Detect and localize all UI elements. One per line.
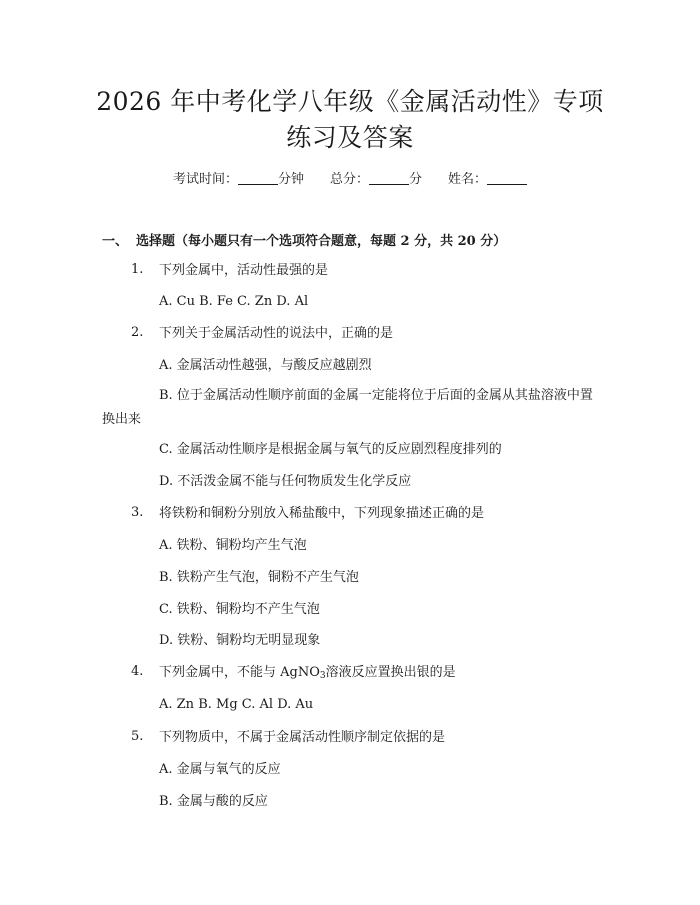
time-label: 考试时间： xyxy=(172,172,238,187)
option-item: B. 位于金属活动性顺序前面的金属一定能将位于后面的金属从其盐溶液中置换出来 xyxy=(102,388,593,427)
option-item: A. 铁粉、铜粉均产生气泡 xyxy=(159,538,307,553)
question-text: 下列金属中，活动性最强的是 xyxy=(159,263,329,278)
section-number: 一、 xyxy=(102,234,129,249)
option-item: C. 金属活动性顺序是根据金属与氧气的反应剧烈程度排列的 xyxy=(159,442,502,457)
time-unit: 分钟 xyxy=(277,172,304,187)
option-item: D. 不活泼金属不能与任何物质发生化学反应 xyxy=(159,474,412,489)
score-label: 总分： xyxy=(329,172,369,187)
option-item: A. 金属活动性越强，与酸反应越剧烈 xyxy=(159,358,372,373)
question-text: 下列物质中，不属于金属活动性顺序制定依据的是 xyxy=(159,730,446,745)
question-text: 下列关于金属活动性的说法中，正确的是 xyxy=(159,326,394,341)
name-label: 姓名： xyxy=(448,172,488,187)
name-blank xyxy=(487,172,527,185)
section-heading xyxy=(102,230,506,249)
option-item: B. 铁粉产生气泡，铜粉不产生气泡 xyxy=(159,570,359,585)
question-options: A. Zn B. Mg C. Al D. Au xyxy=(159,697,314,712)
score-blank xyxy=(369,172,409,185)
question-number: 3. xyxy=(131,505,144,520)
option-item: C. 铁粉、铜粉均不产生气泡 xyxy=(159,602,320,617)
question-options: A. Cu B. Fe C. Zn D. Al xyxy=(159,294,309,309)
section-title: 选择题（每小题只有一个选项符合题意，每题 2 分，共 20 分） xyxy=(136,234,507,249)
question-number: 4. xyxy=(131,664,144,679)
question-text: 下列金属中，不能与 AgNO$_3$溶液反应置换出银的是 xyxy=(159,665,456,681)
question-number: 5. xyxy=(131,729,144,744)
page-title-line-1: 2026 年中考化学八年级《金属活动性》专项 xyxy=(96,87,604,116)
page-title-line-2: 练习及答案 xyxy=(286,123,414,152)
option-item: B. 金属与酸的反应 xyxy=(159,794,268,809)
time-blank xyxy=(238,172,278,185)
question-number: 1. xyxy=(131,262,144,277)
score-unit: 分 xyxy=(409,172,423,187)
option-item: A. 金属与氧气的反应 xyxy=(159,762,281,777)
option-item: D. 铁粉、铜粉均无明显现象 xyxy=(159,633,321,648)
question-text: 将铁粉和铜粉分别放入稀盐酸中，下列现象描述正确的是 xyxy=(159,506,485,521)
exam-info xyxy=(0,168,700,187)
question-number: 2. xyxy=(131,325,144,340)
